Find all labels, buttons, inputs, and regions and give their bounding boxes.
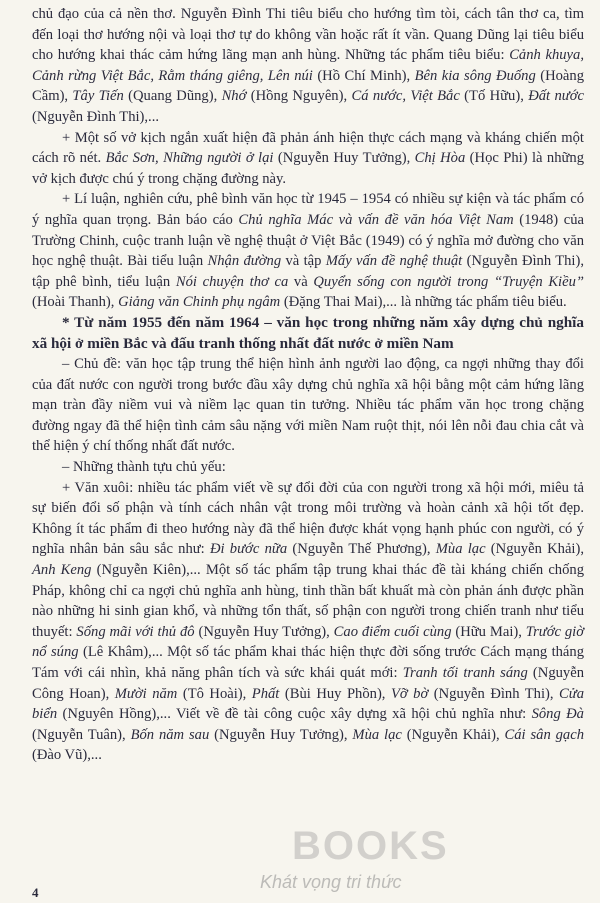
work-title: Quyển sống con người trong “Truyện Kiều” [313,273,584,290]
paragraph [32,457,584,478]
paragraph [32,189,584,313]
work-title: Tranh tối tranh sáng [402,665,528,681]
work-title: Trước giờ nổ súng [32,623,584,661]
text-run: (Nguyễn Huy Tưởng), [273,150,415,167]
text-run: – Những thành tựu chủ yếu: [62,459,226,476]
work-title: Chủ nghĩa Mác và vấn đề văn hóa Việt Nam [238,211,514,228]
text-run: (Hồng Nguyên), [246,88,352,105]
page-number: 4 [32,885,39,900]
work-title: Cá nước, Việt Bắc [351,88,460,105]
work-title: Nói chuyện thơ ca [175,273,289,290]
text-run: (Bùi Huy Phồn), [279,685,391,702]
watermark-brand: BOOKS [292,824,449,868]
work-title: Giảng văn Chinh phụ ngâm [118,294,281,311]
text-run: (Nguyễn Khải), [485,541,584,558]
text-run: (Nguyễn Đình Thi), [428,685,560,702]
work-title: Tây Tiến [72,88,124,105]
text-run: (Hữu Mai), [451,623,526,640]
text-run: chủ đạo của cả nền thơ. Nguyễn Đình Thi tiêu biểu cho hướng tìm tòi, cách tân thơ ca, tìm đến loại thơ hướng nội và loại thơ tự do không vần hoặc rất ít vần. Quang Dũng lại tiêu biểu cho hướng khai thác cảm hứng lãng mạn anh hùng. Những tác phẩm tiêu biểu: [32,6,584,64]
work-title: Cửa biển [32,685,585,723]
work-title: Đất nước [528,88,584,105]
work-title: Mùa lạc [435,541,486,558]
text-run: (Hoài Thanh), [32,294,119,311]
text-run: + Một số vở kịch ngắn xuất hiện đã phản ánh hiện thực cách mạng và kháng chiến một cách rõ nét. [32,129,584,167]
text-run: (Nguyễn Kiên),... Một số tác phẩm tập trung khai thác đề tài kháng chiến chống Pháp, không chỉ ca ngợi chủ nghĩa anh hùng, tinh thần bất khuất mà còn phản ánh được phần nào những hi sinh gian khổ, và những tổn thất, số phận con người trong chiến tranh như tiểu thuyết: [32,562,584,640]
text-run: (Học Phi) là những vở kịch được chú ý trong chặng đường này. [32,150,585,187]
work-title: Cảnh khuya, Cảnh rừng Việt Bắc, Rằm tháng giêng, Lên núi [32,47,584,84]
paragraph [32,128,584,190]
text-run: và tập [281,253,326,270]
work-title: Mấy vấn đề nghệ thuật [325,253,463,270]
work-title: Sông Đà [531,706,584,723]
work-title: Anh Keng [32,562,92,579]
text-run: (Quang Dũng), [123,88,222,105]
work-title: Phất [251,685,280,702]
text-run: (Hoàng Cầm), [32,67,585,105]
text-run: (Nguyễn Huy Tưởng), [209,726,353,743]
work-title: Bốn năm sau [130,726,210,743]
text-run: (Nguyễn Tuân), [32,726,131,743]
paragraph [32,478,584,766]
text-run: (Nguyễn Đình Thi),... [32,108,160,125]
text-run: (Đặng Thai Mai),... là những tác phẩm tiêu biểu. [280,294,567,311]
text-run: + Văn xuôi: nhiều tác phẩm viết về sự đổi đời của con người trong xã hội mới, miêu tả sự biến đổi số phận và tính cách nhân vật trong môi trường và hoàn cảnh xã hội tốt đẹp. Không ít tác phẩm đi theo hướng này đã thể hiện được khát vọng hạnh phúc con người, có ý nghĩa nhân bản sâu sắc như: [32,479,584,558]
work-title: Mười năm [114,685,178,702]
work-title: Cái sân gạch [504,726,585,743]
text-run: (Nguyễn Đình Thi), tập phê bình, tiểu luận [32,253,584,290]
work-title: Vỡ bờ [390,685,429,702]
text-run: (Nguyễn Huy Tưởng), [194,623,334,640]
work-title: Nhớ [221,88,247,105]
text-run: (Tố Hữu), [459,88,529,105]
text-run: – Chủ đề: văn học tập trung thể hiện hình ảnh người lao động, ca ngợi những thay đổi của đất nước con người trong bước đầu xây dựng chủ nghĩa xã hội bằng một cảm hứng lãng mạn tràn đầy niềm vui và niềm lạc quan tin tưởng. Nhiều tác phẩm văn học trong chặng đường ngay đã thể hiện tình cảm sâu nặng với miền Nam ruột thịt, nói lên nỗi đau chia cắt và thể hiện ý chí thống nhất đất nước. [32,356,584,455]
work-title: Chị Hòa [414,150,466,167]
text-run: (Đào Vũ),... [32,747,102,764]
work-title: Bắc Sơn, Những người ở lại [105,150,274,167]
work-title: Sống mãi với thủ đô [76,623,195,640]
text-run: (Nguyễn Khải), [401,726,505,743]
text-run: (Tô Hoài), [177,685,252,702]
work-title: Nhận đường [207,253,282,270]
work-title: Đi bước nữa [209,541,288,558]
work-title: Bên kia sông Đuống [414,67,536,84]
text-run: (Nguyễn Công Hoan), [32,665,584,702]
text-run: (Nguyễn Thế Phương), [287,541,436,558]
work-title: Cao điểm cuối cùng [333,623,452,640]
section-heading [32,313,584,354]
text-run: + Lí luận, nghiên cứu, phê bình văn học từ 1945 – 1954 có nhiều sự kiện và tác phẩm có ý nghĩa quan trọng. Bản báo cáo [32,191,584,228]
work-title: Mùa lạc [352,726,402,743]
text-run: (Nguyên Hồng),... Viết về đề tài công cuộc xây dựng xã hội chủ nghĩa như: [57,706,532,723]
paragraph [32,4,584,128]
text-run: (Hồ Chí Minh), [312,67,415,84]
paragraph [32,354,584,457]
text-run: * Từ năm 1955 đến năm 1964 – văn học trong những năm xây dựng chủ nghĩa xã hội ở miền Bắc và đấu tranh thống nhất đất nước ở miền Nam [32,313,584,352]
text-run: (Lê Khâm),... Một số tác phẩm khai thác hiện thực đời sống trước Cách mạng tháng Tám với cái nhìn, khả năng phân tích và sức khái quát mới: [32,644,584,681]
watermark-tagline: Khát vọng tri thức [260,872,402,892]
document-body [32,4,584,766]
text-run: (1948) của Trường Chinh, cuộc tranh luận về nghệ thuật ở Việt Bắc (1949) có ý nghĩa mở đường cho văn học nghệ thuật. Bài tiểu luận [32,211,584,270]
text-run: và [288,273,314,290]
